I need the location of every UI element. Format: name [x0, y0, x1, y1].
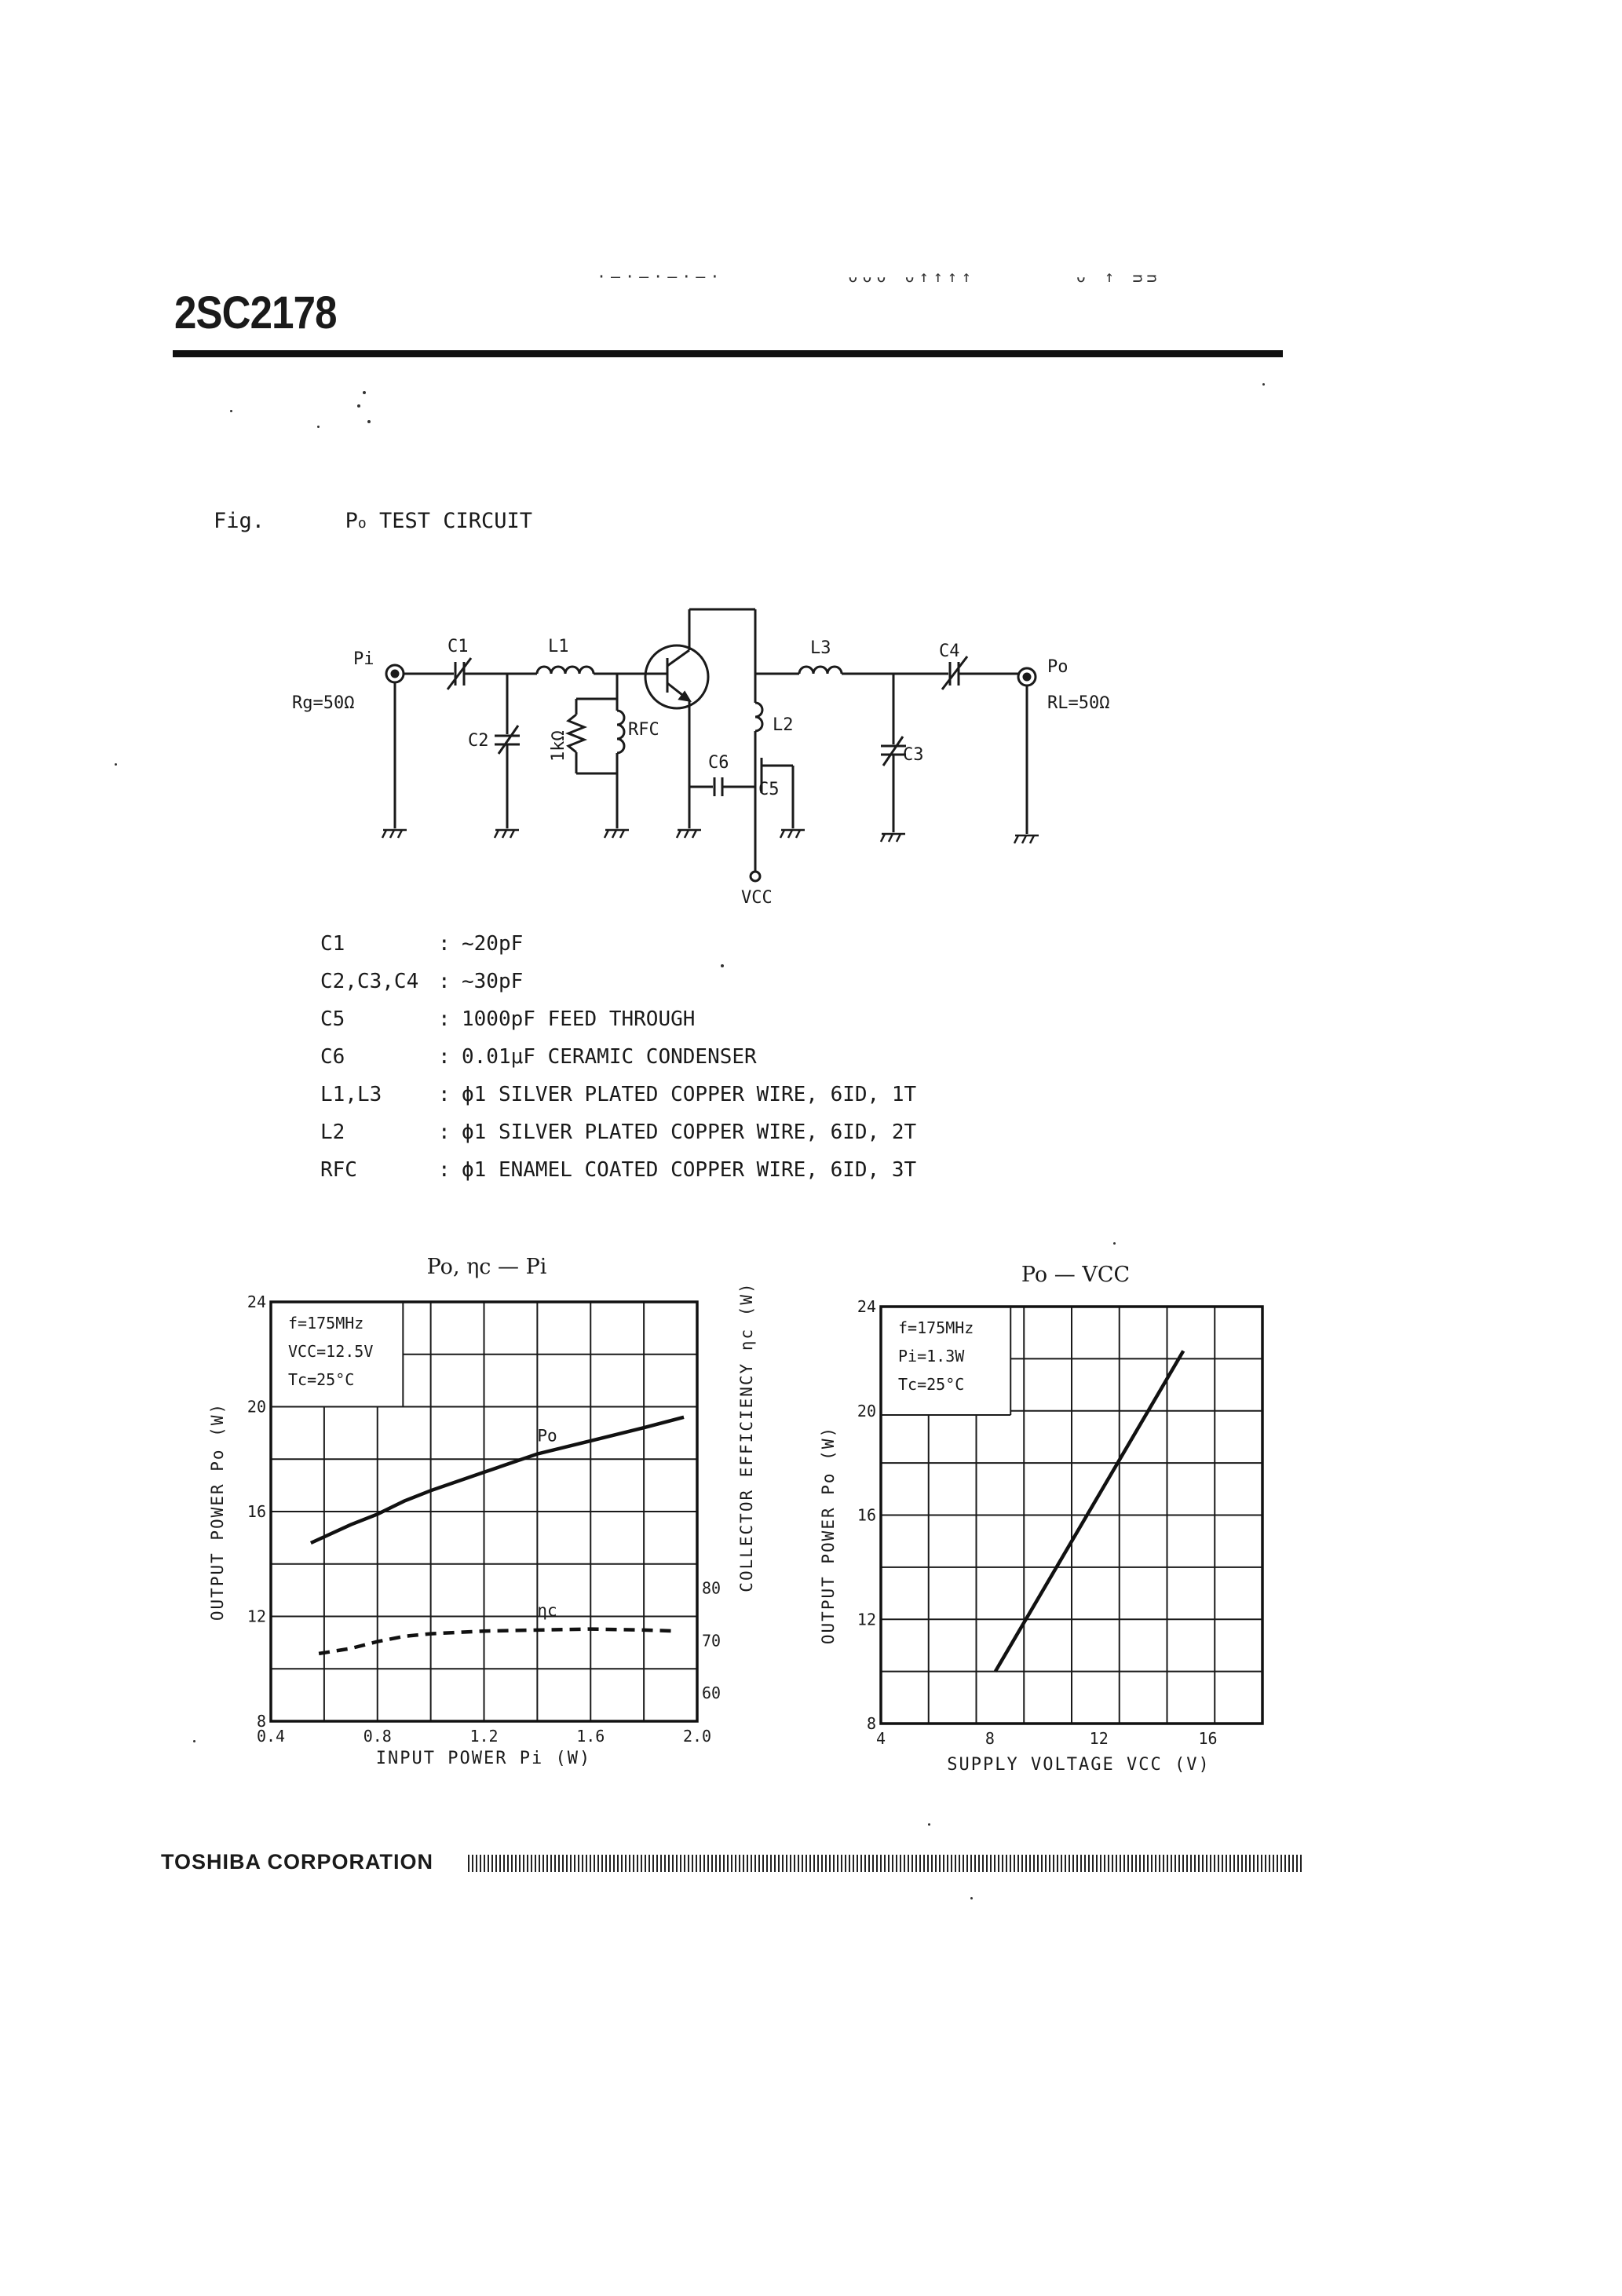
component-name: C6 — [320, 1045, 345, 1069]
chart-annotation: Tc=25°C — [898, 1375, 965, 1394]
y-tick-label: 16 — [247, 1502, 266, 1521]
x-tick-label: 0.8 — [363, 1727, 392, 1746]
header-fragment-2: ᴗᴗᴗ ᴗ↑↑↑↑ — [848, 267, 976, 286]
footer-barcode-strip — [468, 1855, 1303, 1872]
component-value: ϕ1 SILVER PLATED COPPER WIRE, 6ID, 1T — [462, 1083, 917, 1106]
component-name: L1,L3 — [320, 1083, 382, 1106]
inductor-l1 — [537, 667, 594, 674]
characteristic-charts — [0, 1225, 1622, 1790]
inductor-l2 — [755, 703, 762, 731]
y-tick-label: 8 — [256, 1712, 266, 1731]
chart-title: Po, ηc — Pi — [426, 1255, 547, 1279]
y-axis-label: OUTPUT POWER Po (W) — [819, 1425, 838, 1645]
component-separator: : — [438, 970, 451, 993]
component-value: ~20pF — [462, 932, 524, 956]
x-tick-label: 4 — [875, 1729, 886, 1748]
scan-speck — [928, 1823, 930, 1826]
x-tick-label: 1.2 — [469, 1727, 499, 1746]
component-row — [320, 1038, 916, 1076]
label-rg: Rg=50Ω — [292, 693, 355, 713]
label-c6: C6 — [708, 753, 729, 773]
chart-annotation: Pi=1.3W — [898, 1347, 965, 1366]
label-rl: RL=50Ω — [1047, 693, 1110, 713]
inductor-rfc — [617, 711, 624, 753]
transistor — [645, 645, 708, 708]
component-name: C5 — [320, 1007, 345, 1031]
y2-tick-label: 70 — [702, 1631, 721, 1651]
x-tick-label: 16 — [1198, 1729, 1218, 1748]
y2-tick-label: 80 — [702, 1578, 721, 1598]
label-rfc: RFC — [628, 720, 659, 740]
label-l2: L2 — [773, 715, 794, 735]
test-circuit-schematic — [0, 0, 1622, 927]
component-row — [320, 963, 916, 1000]
y-tick-label: 16 — [857, 1505, 876, 1525]
x-axis-label: SUPPLY VOLTAGE VCC (V) — [947, 1755, 1211, 1775]
chart-annotation: VCC=12.5V — [288, 1342, 374, 1361]
component-separator: : — [438, 1045, 451, 1069]
component-separator: : — [438, 1158, 451, 1182]
component-value: 1000pF FEED THROUGH — [462, 1007, 696, 1031]
figure-label: Fig. — [214, 509, 265, 533]
x-tick-label: 1.6 — [576, 1727, 605, 1746]
label-1k: 1kΩ — [549, 730, 568, 762]
y-axis-label: OUTPUT POWER Po (W) — [208, 1402, 227, 1621]
y-tick-label: 12 — [857, 1610, 876, 1629]
y-tick-label: 20 — [247, 1397, 266, 1417]
component-row — [320, 1151, 916, 1189]
vcc-terminal — [751, 872, 760, 881]
series-output-power-line — [311, 1417, 684, 1543]
component-row — [320, 1000, 916, 1038]
component-separator: : — [438, 1083, 451, 1106]
component-value: 0.01μF CERAMIC CONDENSER — [462, 1045, 757, 1069]
x-tick-label: 8 — [985, 1729, 995, 1748]
inductor-l3 — [799, 667, 842, 674]
chart-title: Po — VCC — [1021, 1263, 1131, 1287]
label-c5: C5 — [758, 780, 780, 799]
chart-annotation: f=175MHz — [288, 1314, 364, 1333]
x-tick-label: 12 — [1089, 1729, 1109, 1748]
component-value: ϕ1 ENAMEL COATED COPPER WIRE, 6ID, 3T — [462, 1158, 917, 1182]
label-c1: C1 — [448, 637, 469, 656]
y-tick-label: 12 — [247, 1607, 266, 1626]
component-row — [320, 1113, 916, 1151]
component-list — [320, 925, 916, 1189]
capacitor-c6 — [714, 777, 722, 796]
label-c4: C4 — [939, 642, 960, 661]
output-terminal — [1018, 668, 1036, 686]
component-separator: : — [438, 932, 451, 956]
component-name: C1 — [320, 932, 345, 956]
y-tick-label: 8 — [866, 1714, 876, 1733]
y-tick-label: 24 — [857, 1297, 876, 1316]
y2-axis-label: COLLECTOR EFFICIENCY ηc (W) — [737, 1281, 756, 1592]
label-po: Po — [1047, 657, 1069, 677]
label-vcc: VCC — [741, 888, 773, 908]
component-name: C2,C3,C4 — [320, 970, 419, 993]
label-pi: Pi — [353, 649, 374, 669]
header-fragment-1: ·–·–·–·–· — [597, 267, 725, 286]
component-name: RFC — [320, 1158, 357, 1182]
component-separator: : — [438, 1007, 451, 1031]
company-name: TOSHIBA CORPORATION — [161, 1850, 434, 1874]
x-tick-label: 0.4 — [256, 1727, 286, 1746]
component-row — [320, 925, 916, 963]
series-label: ηc — [537, 1600, 557, 1620]
label-c3: C3 — [903, 745, 924, 765]
label-l1: L1 — [548, 637, 569, 656]
y-tick-label: 24 — [247, 1292, 266, 1311]
figure-title-prefix: P — [345, 509, 358, 533]
resistor-1k — [568, 715, 584, 752]
scan-speck — [970, 1897, 973, 1899]
part-number: 2SC2178 — [174, 287, 337, 338]
component-name: L2 — [320, 1121, 345, 1144]
ground-symbols — [382, 830, 1039, 843]
x-axis-label: INPUT POWER Pi (W) — [375, 1749, 592, 1768]
component-value: ~30pF — [462, 970, 524, 993]
y2-tick-label: 60 — [702, 1684, 721, 1702]
chart-annotation: f=175MHz — [898, 1318, 974, 1337]
series-label: Po — [537, 1426, 557, 1446]
component-row — [320, 1076, 916, 1113]
component-separator: : — [438, 1121, 451, 1144]
input-terminal — [386, 665, 404, 682]
y-tick-label: 20 — [857, 1401, 876, 1420]
label-c2: C2 — [468, 731, 489, 751]
chart-annotation: Tc=25°C — [288, 1370, 355, 1389]
x-tick-label: 2.0 — [682, 1727, 712, 1746]
component-value: ϕ1 SILVER PLATED COPPER WIRE, 6ID, 2T — [462, 1121, 917, 1144]
series-efficiency-line — [319, 1629, 676, 1654]
header-fragment-3: ᴗ ↑ ᴝᴝ — [1076, 267, 1162, 286]
label-l3: L3 — [810, 638, 831, 658]
figure-title-text: TEST CIRCUIT — [378, 509, 533, 533]
figure-title-prefix-sub: o — [357, 515, 367, 532]
